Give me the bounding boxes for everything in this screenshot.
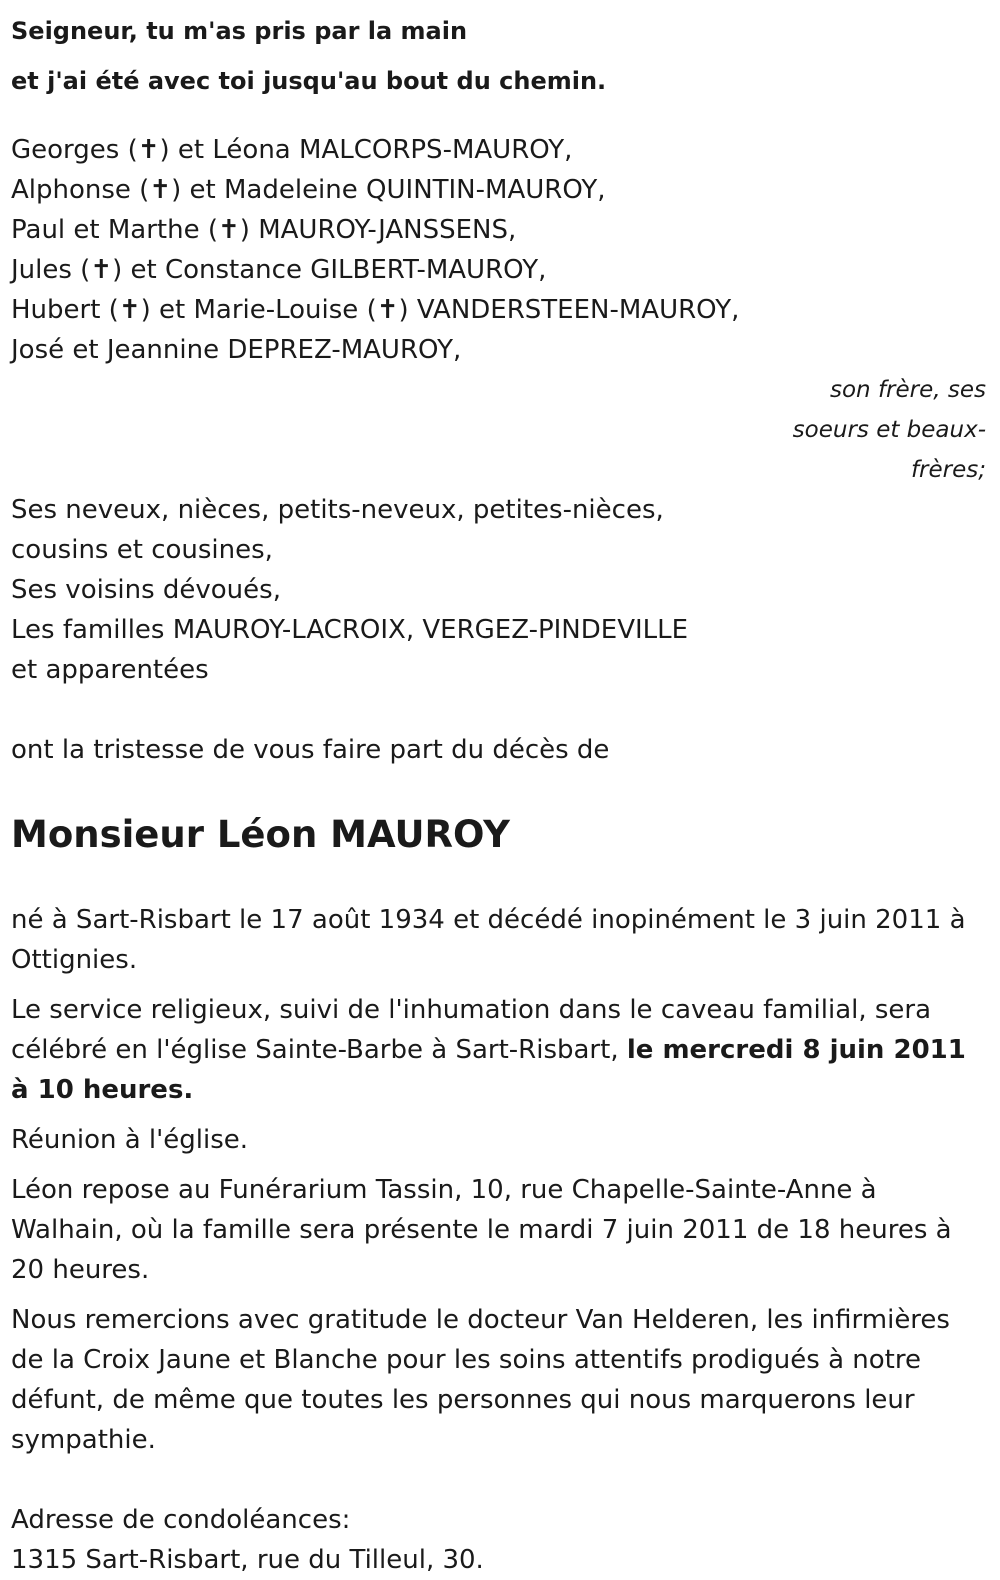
relation-line-1: son frère, ses — [830, 377, 986, 403]
other-relatives — [11, 490, 986, 690]
sibling-line: Alphonse (✝) et Madeleine QUINTIN-MAUROY, — [11, 175, 606, 205]
condolences-address: 1315 Sart-Risbart, rue du Tilleul, 30. — [11, 1545, 484, 1575]
relation-caption — [11, 370, 986, 490]
relatives-line: Ses neveux, nièces, petits-neveux, petites-nièces, — [11, 495, 664, 525]
relation-line-2: soeurs et beaux- — [792, 417, 986, 443]
siblings-list — [11, 130, 986, 370]
repose-paragraph: Léon repose au Funérarium Tassin, 10, rue Chapelle-Sainte-Anne à Walhain, où la famille sera présente le mardi 7 juin 2011 de 18 heures à 20 heures. — [11, 1175, 952, 1285]
sibling-line: José et Jeannine DEPREZ-MAUROY, — [11, 335, 462, 365]
service-paragraph — [11, 990, 986, 1110]
relatives-line: cousins et cousines, — [11, 535, 273, 565]
sibling-line: Jules (✝) et Constance GILBERT-MAUROY, — [11, 255, 547, 285]
birth-death-paragraph: né à Sart-Risbart le 17 août 1934 et décédé inopinément le 3 juin 2011 à Ottignies. — [11, 905, 966, 975]
service-text: Le service religieux, suivi de l'inhumation dans le caveau familial, sera célébré en l'église Sainte-Barbe à Sart-Risbart, — [11, 995, 932, 1065]
sibling-line: Paul et Marthe (✝) MAUROY-JANSSENS, — [11, 215, 517, 245]
relatives-line: Ses voisins dévoués, — [11, 575, 281, 605]
thanks-paragraph: Nous remercions avec gratitude le docteur Van Helderen, les infirmières de la Croix Jaune et Blanche pour les soins attentifs prodigués à notre défunt, de même que toutes les personnes qui nous marquerons leur sympathie. — [11, 1305, 950, 1455]
announcement: ont la tristesse de vous faire part du décès de — [11, 735, 610, 765]
meeting-paragraph: Réunion à l'église. — [11, 1125, 249, 1155]
epigraph-line-2: et j'ai été avec toi jusqu'au bout du chemin. — [11, 67, 607, 95]
obituary-page — [11, 0, 986, 1580]
relatives-line: Les familles MAUROY-LACROIX, VERGEZ-PINDEVILLE — [11, 615, 689, 645]
condolences-label: Adresse de condoléances: — [11, 1505, 351, 1535]
sibling-line: Hubert (✝) et Marie-Louise (✝) VANDERSTEEN-MAUROY, — [11, 295, 740, 325]
relation-line-3: frères; — [910, 457, 986, 483]
deceased-name: Monsieur Léon MAUROY — [11, 813, 510, 856]
relatives-line: et apparentées — [11, 655, 209, 685]
epigraph — [11, 0, 986, 106]
sibling-line: Georges (✝) et Léona MALCORPS-MAUROY, — [11, 135, 573, 165]
service-datetime: le mercredi 8 juin 2011 à 10 heures. — [11, 1035, 966, 1105]
epigraph-line-1: Seigneur, tu m'as pris par la main — [11, 17, 468, 45]
condolences-block — [11, 1500, 986, 1580]
